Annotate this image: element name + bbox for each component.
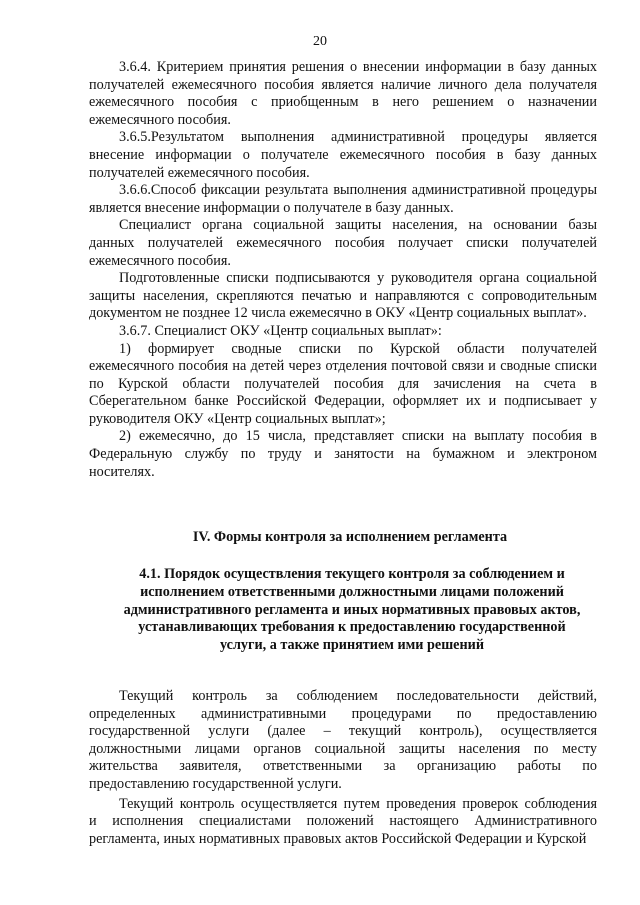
text-line: и исполнения специалистами положений настоящего Административного [89, 813, 597, 830]
text-line: Специалист органа социальной защиты населения, на основании базы [119, 217, 597, 234]
text-block-top [89, 59, 597, 481]
text-line: 3.6.5.Результатом выполнения административной процедуры является [119, 129, 597, 146]
text-line: данных получателей ежемесячного пособия получает списки получателей [89, 234, 597, 251]
text-line: регламента, иных нормативных правовых актов Российской Федерации и Курской [89, 830, 587, 847]
text-line: 1) формирует сводные списки по Курской области получателей [119, 340, 597, 357]
paragraph [89, 217, 597, 270]
subsection-title-line: административного регламента и иных нормативных правовых актов, [123, 601, 581, 618]
text-line: Текущий контроль за соблюдением последовательности действий, [119, 688, 597, 704]
text-line: предоставлению государственной услуги. [89, 775, 342, 792]
text-line: руководителя ОКУ «Центр социальных выплат»; [89, 410, 386, 427]
text-line: является внесение информации о получателе в базу данных. [89, 199, 454, 216]
text-line: жительства заявителя, ответственными за организацию работы по [89, 758, 597, 775]
subsection-title-line: 4.1. Порядок осуществления текущего контроля за соблюдением и [139, 566, 565, 582]
paragraph [89, 323, 597, 341]
paragraph [89, 341, 597, 429]
text-block-bottom [89, 688, 597, 848]
text-line: 3.6.6.Способ фиксации результата выполнения административной процедуры [119, 182, 597, 199]
text-line: Сберегательном банке Российской Федерации, оформляет их и подписывает у [89, 393, 597, 410]
text-line: государственной услуги (далее – текущий контроль), осуществляется [89, 723, 597, 740]
text-line: внесение информации о получателе ежемесячного пособия в базу данных [89, 146, 597, 163]
text-line: получателей ежемесячного пособия. [89, 164, 310, 181]
paragraph [89, 182, 597, 217]
page-number: 20 [313, 34, 327, 49]
subsection-title [112, 566, 592, 655]
text-line: 3.6.7. Специалист ОКУ «Центр социальных выплат»: [119, 322, 442, 339]
text-line: Федеральную службу по труду и занятости на бумажном и электроном [89, 446, 597, 463]
text-line: ежемесячного пособия. [89, 111, 231, 128]
text-line: ежемесячного пособия с приобщенным в него решением о назначении [89, 94, 597, 111]
text-line: 3.6.4. Критерием принятия решения о внесении информации в базу данных [119, 59, 597, 75]
paragraph [89, 270, 597, 323]
text-line: Подготовленные списки подписываются у руководителя органа социальной [119, 270, 597, 287]
text-line: по Курской области получателей пособия для зачисления на счета в [89, 375, 597, 392]
text-line: ежемесячного пособия на детей через отделения почтовой связи и сводные списки [89, 358, 597, 375]
paragraph [89, 59, 597, 129]
text-line: ежемесячного пособия. [89, 252, 231, 269]
text-line: носителях. [89, 463, 155, 480]
paragraph [89, 796, 597, 849]
subsection-title-line: устанавливающих требования к предоставлению государственной [138, 619, 566, 636]
text-line: документом не позднее 12 числа ежемесячно в ОКУ «Центр социальных выплат». [89, 305, 587, 322]
text-line: должностными лицами органов социальной защиты населения по месту [89, 740, 597, 757]
paragraph [89, 129, 597, 182]
subsection-title-line: исполнением ответственными должностными лицами положений [140, 583, 564, 600]
paragraph [89, 428, 597, 481]
section-title: IV. Формы контроля за исполнением регламента [192, 529, 508, 545]
paragraph [89, 688, 597, 794]
text-line: защиты населения, скрепляются печатью и направляются с сопроводительным [89, 287, 597, 304]
text-line: определенных административными процедурами по предоставлению [89, 705, 597, 722]
subsection-title-line: услуги, а также принятием ими решений [220, 637, 484, 654]
text-line: 2) ежемесячно, до 15 числа, представляет списки на выплату пособия в [119, 428, 597, 445]
text-line: Текущий контроль осуществляется путем проведения проверок соблюдения [119, 795, 597, 812]
text-line: получателей ежемесячного пособия является наличие личного дела получателя [89, 76, 597, 93]
